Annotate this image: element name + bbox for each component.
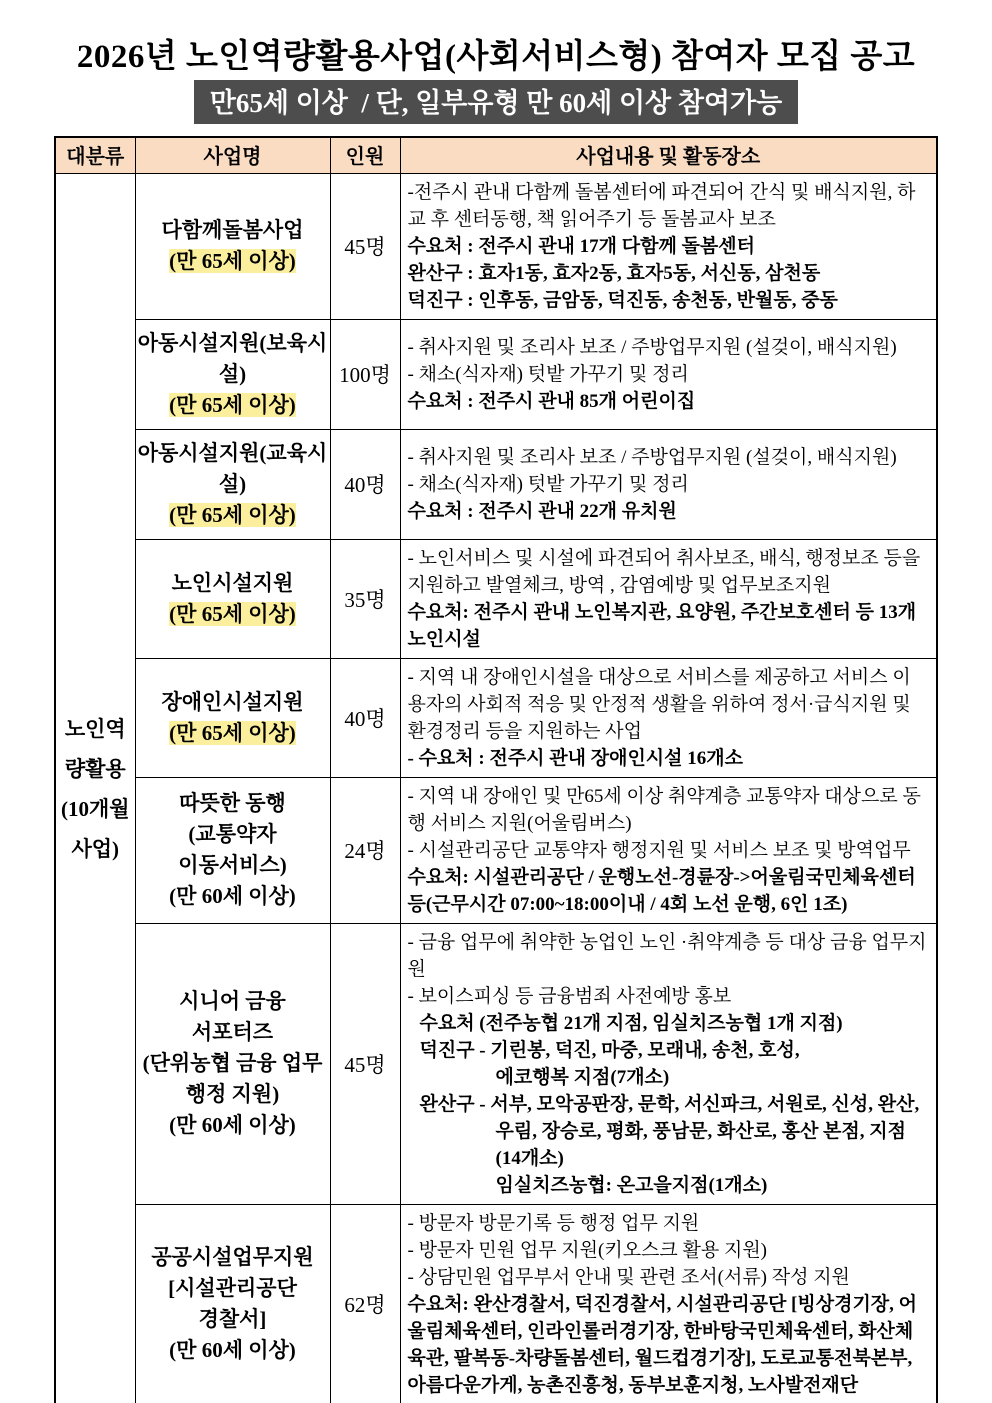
detail-line: 완산구 : 효자1동, 효자2동, 효자5동, 서신동, 삼천동 [407,262,821,284]
program-name-line: 행정 지원) [185,1082,280,1107]
detail-line: 수요처: 시설관리공단 / 운행노선-경륜장->어울림국민체육센터 등(근무시간 07:00~18:00이내 / 4회 노선 운행, 6인 1조) [407,866,916,915]
program-name-line: (교통약자 [188,822,277,847]
age-requirement-note: (만 65세 이상) [169,249,296,274]
age-requirement-note: (만 65세 이상) [169,601,296,626]
headcount-cell: 45명 [330,173,400,319]
detail-line: - 노인서비스 및 시설에 파견되어 취사보조, 배식, 행정보조 등을 지원하고 발열체크, 방역 , 감염예방 및 업무보조지원 [407,547,921,596]
table-row [55,923,937,1204]
detail-line: - 방문자 민원 업무 지원(키오스크 활용 지원) [407,1239,768,1261]
age-requirement-note: (만 60세 이상) [169,884,296,909]
details-cell [400,923,937,1204]
program-name-line: [시설관리공단 [168,1276,297,1301]
headcount-cell: 24명 [330,777,400,923]
details-cell [400,777,937,923]
program-name-cell [135,1204,330,1403]
detail-line: - 금융 업무에 취약한 농업인 노인 ·취약계층 등 대상 금융 업무지원 [407,931,927,980]
detail-line: - 시설관리공단 교통약자 행정지원 및 서비스 보조 및 방역업무 [407,839,911,861]
detail-line: - 보이스피싱 등 금융범죄 사전예방 홍보 [407,985,732,1007]
category-line: 량활용 [64,756,126,781]
program-name-cell [135,777,330,923]
program-name-line: 경찰서] [198,1307,267,1332]
program-name-line: (단위농협 금융 업무 [142,1051,323,1076]
detail-line: 에코행복 지점(7개소) [495,1066,670,1088]
program-name-line: 아동시설지원(교육시설) [137,440,328,496]
detail-line: 완산구 - 서부, 모악공판장, 문학, 서신파크, 서원로, 신성, 완산, [419,1093,920,1115]
table-header-row [55,137,937,174]
header-headcount: 인원 [330,137,400,174]
header-details: 사업내용 및 활동장소 [400,137,937,174]
program-name-cell [135,923,330,1204]
program-name-line: 따뜻한 동행 [179,791,286,816]
program-name-cell [135,658,330,777]
program-name-cell [135,319,330,429]
program-name-line: 아동시설지원(보육시설) [137,330,328,386]
detail-line: - 상담민원 업무부서 안내 및 관련 조서(서류) 작성 지원 [407,1266,850,1288]
detail-line: - 채소(식자재) 텃밭 가꾸기 및 정리 [407,473,689,495]
table-row [55,1204,937,1403]
age-requirement-note: (만 65세 이상) [169,720,296,745]
header-program-name: 사업명 [135,137,330,174]
detail-line: 우림, 장승로, 평화, 풍남문, 화산로, 홍산 본점, 지점(14개소) [495,1120,906,1169]
headcount-cell: 100명 [330,319,400,429]
age-requirement-line [138,718,328,749]
program-name-cell [135,173,330,319]
program-name-line: 이동서비스) [178,853,287,878]
detail-line: 수요처 (전주농협 21개 지점, 임실치즈농협 1개 지점) [419,1012,843,1034]
details-cell [400,429,937,539]
table-row [55,173,937,319]
program-name-line: 다함께돌봄사업 [161,218,304,243]
detail-line: - 채소(식자재) 텃밭 가꾸기 및 정리 [407,363,689,385]
program-name-line: 시니어 금융 [179,989,286,1014]
category-cell [55,173,135,1403]
program-name-cell [135,429,330,539]
table-row [55,658,937,777]
subtitle-banner: 만65세 이상 / 단, 일부유형 만 60세 이상 참여가능 [194,80,798,124]
detail-line: 덕진구 : 인후동, 금암동, 덕진동, 송천동, 반월동, 중동 [407,289,838,311]
details-cell [400,539,937,658]
age-requirement-line [138,881,328,912]
headcount-cell: 45명 [330,923,400,1204]
details-cell [400,319,937,429]
headcount-cell: 40명 [330,658,400,777]
header-category: 대분류 [55,137,135,174]
detail-line: - 취사지원 및 조리사 보조 / 주방업무지원 (설겆이, 배식지원) [407,446,897,468]
table-row [55,539,937,658]
program-name-line: 공공시설업무지원 [151,1245,314,1270]
headcount-cell: 40명 [330,429,400,539]
detail-line: - 방문자 방문기록 등 행정 업무 지원 [407,1212,700,1234]
detail-line: 수요처: 완산경찰서, 덕진경찰서, 시설관리공단 [빙상경기장, 어울림체육센터, 인라인롤러경기장, 한바탕국민체육센터, 화산체육관, 팔복동-차량돌봄센터, 월드컵경기장], 도로교통전북본부, 아름다운가게, 농촌진흥청, 동부보훈지청, 노사발전재단 [407,1293,918,1396]
category-line: 사업) [71,836,120,861]
detail-line: 덕진구 - 기린봉, 덕진, 마중, 모래내, 송천, 호성, [419,1039,800,1061]
detail-line: - 지역 내 장애인시설을 대상으로 서비스를 제공하고 서비스 이용자의 사회적 적응 및 안정적 생활을 위하여 정서·급식지원 및 환경정리 등을 지원하는 사업 [407,666,911,742]
age-requirement-note: (만 65세 이상) [169,502,296,527]
details-cell [400,173,937,319]
age-requirement-line [138,390,328,421]
details-cell [400,658,937,777]
age-requirement-line [138,500,328,531]
age-requirement-note: (만 65세 이상) [169,392,296,417]
headcount-cell: 35명 [330,539,400,658]
age-requirement-note: (만 60세 이상) [169,1113,296,1138]
category-line: 노인역 [64,716,126,741]
details-cell [400,1204,937,1403]
detail-line: 수요처 : 전주시 관내 85개 어린이집 [407,390,696,412]
age-requirement-note: (만 60세 이상) [169,1338,296,1363]
age-requirement-line [138,1110,328,1141]
detail-line: -전주시 관내 다함께 돌봄센터에 파견되어 간식 및 배식지원, 하교 후 센터동행, 책 읽어주기 등 돌봄교사 보조 [407,181,916,230]
subtitle-row [0,80,992,124]
table-row [55,429,937,539]
page-title: 2026년 노인역량활용사업(사회서비스형) 참여자 모집 공고 [76,39,916,75]
detail-line: - 수요처 : 전주시 관내 장애인시설 16개소 [407,747,743,769]
table-row [55,777,937,923]
age-requirement-line [138,246,328,277]
age-requirement-line [138,599,328,630]
program-name-cell [135,539,330,658]
headcount-cell: 62명 [330,1204,400,1403]
age-requirement-line [138,1335,328,1366]
table-row [55,319,937,429]
detail-line: 수요처: 전주시 관내 노인복지관, 요양원, 주간보호센터 등 13개 노인시설 [407,601,917,650]
program-table [54,136,938,1403]
detail-line: - 취사지원 및 조리사 보조 / 주방업무지원 (설겆이, 배식지원) [407,336,897,358]
category-line: (10개월 [60,796,130,821]
detail-line: 수요처 : 전주시 관내 17개 다함께 돌봄센터 [407,235,755,257]
detail-line: 임실치즈농협: 온고을지점(1개소) [495,1174,768,1196]
program-name-line: 장애인시설지원 [161,689,304,714]
program-name-line: 서포터즈 [191,1020,274,1045]
detail-line: 수요처 : 전주시 관내 22개 유치원 [407,500,677,522]
detail-line: - 지역 내 장애인 및 만65세 이상 취약계층 교통약자 대상으로 동행 서비스 지원(어울림버스) [407,785,921,834]
program-name-line: 노인시설지원 [171,570,294,595]
